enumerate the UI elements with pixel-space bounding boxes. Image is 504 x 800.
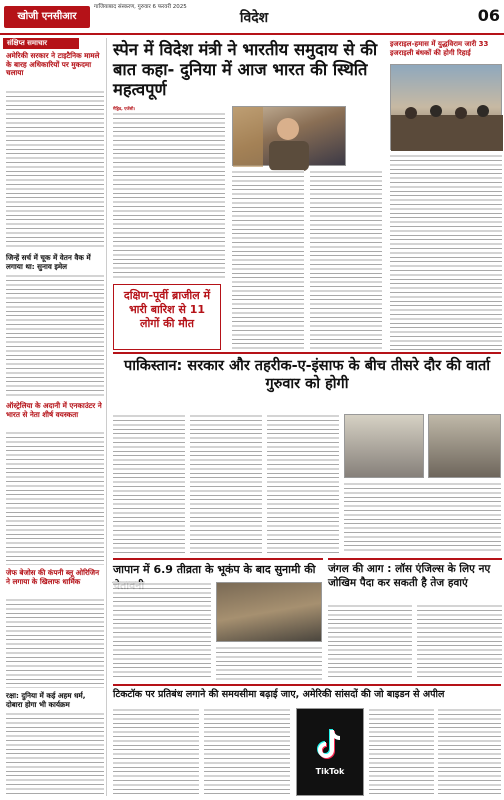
lead-byline: मैड्रिड, एजेंसी। bbox=[113, 106, 136, 111]
tiktok-icon bbox=[314, 728, 346, 764]
lead-body-col-3 bbox=[310, 170, 382, 350]
japan-headline: जापान में 6.9 तीव्रता के भूकंप के बाद सुनामी की bbox=[113, 558, 323, 578]
pakistan-headline: पाकिस्तान: सरकार और तहरीक-ए-इंसाफ के बीच तीसरे दौर की वार्ता गुरुवार को होगी bbox=[113, 352, 501, 412]
newspaper-logo: खोजी एनसीआर bbox=[4, 6, 90, 28]
ceasefire-headline: इजराइल-हमास में युद्धविराम जारी 33 इजराइली बंधकों की होगी रिहाई bbox=[390, 40, 489, 57]
tiktok-body-col-3 bbox=[369, 708, 434, 796]
tiktok-body-col-1 bbox=[113, 708, 199, 796]
pakistan-photo-2 bbox=[428, 414, 501, 478]
pakistan-body-col-4 bbox=[344, 482, 501, 554]
tiktok-headline: टिकटॉक पर प्रतिबंध लगाने की समयसीमा बढ़ाई जाए, अमेरिकी सांसदों की जो बाइडन से अपील bbox=[113, 684, 501, 704]
pakistan-body-col-2 bbox=[190, 414, 262, 554]
pakistan-photo-1 bbox=[344, 414, 424, 478]
sidebar-headline-1: अमेरिकी सरकार ने टाइटैनिक मामले के बारह अधिकारियों पर मुकदमा चलाया bbox=[6, 51, 100, 77]
pakistan-body-col-3 bbox=[267, 414, 339, 554]
ceasefire-photo-crowd bbox=[391, 65, 503, 151]
sidebar-body-4 bbox=[6, 598, 104, 688]
brazil-rain-headline: दक्षिण-पूर्वी ब्राजील में भारी बारिश से 11 लोगों की मौत bbox=[113, 284, 221, 350]
sidebar-headline-4: जेफ बेजोस की कंपनी ब्लू ओरिजिन ने लगाया के खिलाफ धार्मिक bbox=[6, 568, 100, 586]
tiktok-body-col-4 bbox=[438, 708, 501, 796]
issue-line: गाजियाबाद संस्करण, गुरुवार 6 फरवरी 2025 bbox=[94, 4, 187, 10]
tiktok-logo-image bbox=[296, 708, 364, 796]
lead-body-col-1 bbox=[113, 112, 225, 280]
tiktok-wordmark: TikTok bbox=[315, 767, 345, 776]
sidebar-headline-5: रक्षा: दुनिया में कई अहम धर्म, दोबारा होगा भी कार्यक्रम bbox=[6, 691, 86, 709]
masthead-rule bbox=[0, 33, 504, 35]
sidebar-body-5 bbox=[6, 712, 104, 794]
sidebar-headline-2: जिन्हें सर्च में चूक में वेतन वैक में लगाया था: सुनाव इमेल bbox=[6, 253, 91, 271]
tiktok-body-col-2 bbox=[204, 708, 290, 796]
la-fire-headline: जंगल की आग : लॉस एंजिल्स के लिए नए जोखिम पैदा कर सकती है तेज हवाएं bbox=[328, 558, 502, 602]
sidebar-body-2 bbox=[6, 274, 104, 398]
ceasefire-photo bbox=[390, 64, 502, 150]
page-number: 06 bbox=[477, 6, 500, 25]
la-fire-body-col-2 bbox=[417, 604, 502, 680]
sidebar-body-1 bbox=[6, 90, 104, 250]
section-title: विदेश bbox=[239, 10, 269, 26]
ceasefire-body bbox=[390, 154, 502, 350]
lead-photo-figure bbox=[233, 107, 347, 167]
sidebar-headline-3: ऑस्ट्रेलिया के अदानी में एनकाउंटर ने भारत से नेता शीर्ष वयस्कता bbox=[6, 401, 102, 419]
sidebar-tag: संक्षिप्त समाचार bbox=[3, 38, 79, 49]
lead-headline: स्पेन में विदेश मंत्री ने भारतीय समुदाय से की बात कहा- दुनिया में आज भारत की स्थिति महत्वपूर्ण bbox=[113, 40, 378, 99]
japan-body-col-2 bbox=[216, 646, 322, 680]
japan-body-col-1 bbox=[113, 582, 211, 680]
sidebar-body-3 bbox=[6, 431, 104, 565]
lead-photo bbox=[232, 106, 346, 166]
japan-photo bbox=[216, 582, 322, 642]
pakistan-body-col-1 bbox=[113, 414, 185, 554]
lead-body-col-2 bbox=[232, 170, 304, 350]
la-fire-body-col-1 bbox=[328, 604, 412, 680]
